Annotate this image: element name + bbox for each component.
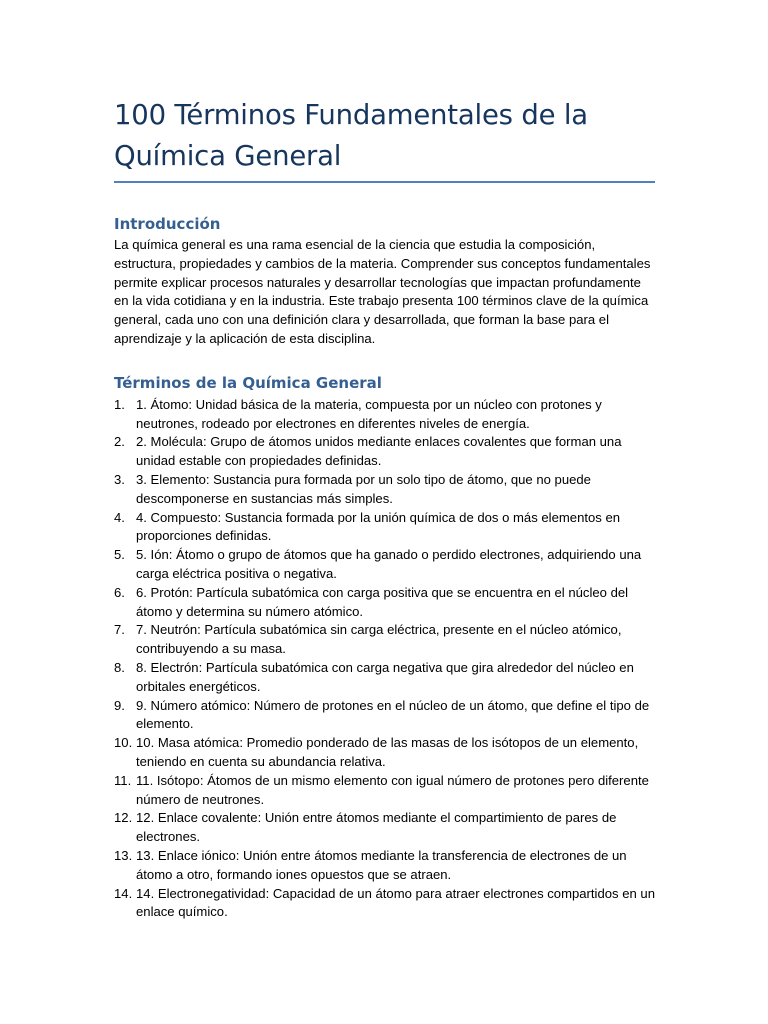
term-text: 14. Electronegatividad: Capacidad de un átomo para atraer electrones compartidos en un enlace químico. [136,885,655,920]
term-text: 1. Átomo: Unidad básica de la materia, compuesta por un núcleo con protones y neutrones, rodeado por electrones en diferentes niveles de energía. [136,396,602,431]
term-number: 6. [114,584,125,600]
term-number: 4. [114,509,125,525]
term-text: 7. Neutrón: Partícula subatómica sin carga eléctrica, presente en el núcleo atómico, contribuyendo a su masa. [136,622,622,657]
term-number: 8. [114,659,125,675]
term-number: 5. [114,547,125,563]
term-number: 11. [114,772,132,788]
term-number: 10. [114,735,133,751]
terms-heading: Términos de la Química General [114,373,382,392]
term-text: 4. Compuesto: Sustancia formada por la unión química de dos o más elementos en proporciones definidas. [136,509,621,544]
term-number: 2. [114,434,125,450]
term-list-item [114,433,659,471]
title-underline-rule [114,181,655,183]
term-number: 3. [114,471,125,487]
document-title: 100 Términos Fundamentales de la Química General [114,99,588,172]
intro-paragraph: La química general es una rama esencial de la ciencia que estudia la composición, estructura, propiedades y cambios de la materia. Comprender sus conceptos fundamentales permite explicar procesos naturales y desarrollar tecnologías que impactan profundamente en la vida cotidiana y en la industria. Este trabajo presenta 100 términos clave de la química general, cada uno con una definición clara y desarrollada, que forman la base para el aprendizaje y la aplicación de esta disciplina. [114,237,651,346]
term-number: 7. [114,622,125,638]
term-list-item [114,471,659,509]
term-text: 10. Masa atómica: Promedio ponderado de las masas de los isótopos de un elemento, teniendo en cuenta su abundancia relativa. [136,735,639,769]
term-list-item [114,546,659,584]
term-list-item [114,847,659,885]
term-list-item [114,509,659,547]
term-number: 14. [114,885,133,901]
term-list-item [114,584,659,622]
term-text: 12. Enlace covalente: Unión entre átomos mediante el compartimiento de pares de electrones. [136,810,617,845]
document-page [114,0,659,922]
term-list-item [114,697,659,735]
term-text: 13. Enlace iónico: Unión entre átomos mediante la transferencia de electrones de un átomo a otro, formando iones opuestos que se atraen. [136,847,627,882]
term-text: 9. Número atómico: Número de protones en el núcleo de un átomo, que define el tipo de elemento. [136,697,650,732]
term-text: 11. Isótopo: Átomos de un mismo elemento con igual número de protones pero diferente número de neutrones. [136,772,649,807]
term-number: 1. [114,396,125,412]
term-text: 3. Elemento: Sustancia pura formada por un solo tipo de átomo, que no puede descomponerse en sustancias más simples. [136,471,591,506]
terms-list [114,396,659,922]
term-list-item [114,621,659,659]
term-text: 5. Ión: Átomo o grupo de átomos que ha ganado o perdido electrones, adquiriendo una carga eléctrica positiva o negativa. [136,547,642,581]
term-number: 13. [114,847,133,863]
term-list-item [114,396,659,434]
term-text: 8. Electrón: Partícula subatómica con carga negativa que gira alrededor del núcleo en orbitales energéticos. [136,659,634,694]
term-number: 12. [114,810,133,826]
term-list-item [114,772,659,810]
term-text: 2. Molécula: Grupo de átomos unidos mediante enlaces covalentes que forman una unidad estable con propiedades definidas. [136,434,622,469]
term-list-item [114,885,659,923]
term-number: 9. [114,697,125,713]
term-text: 6. Protón: Partícula subatómica con carga positiva que se encuentra en el núcleo del átomo y determina su número atómico. [136,584,629,619]
term-list-item [114,809,659,847]
term-list-item [114,659,659,697]
term-list-item [114,734,659,772]
intro-heading: Introducción [114,215,221,233]
